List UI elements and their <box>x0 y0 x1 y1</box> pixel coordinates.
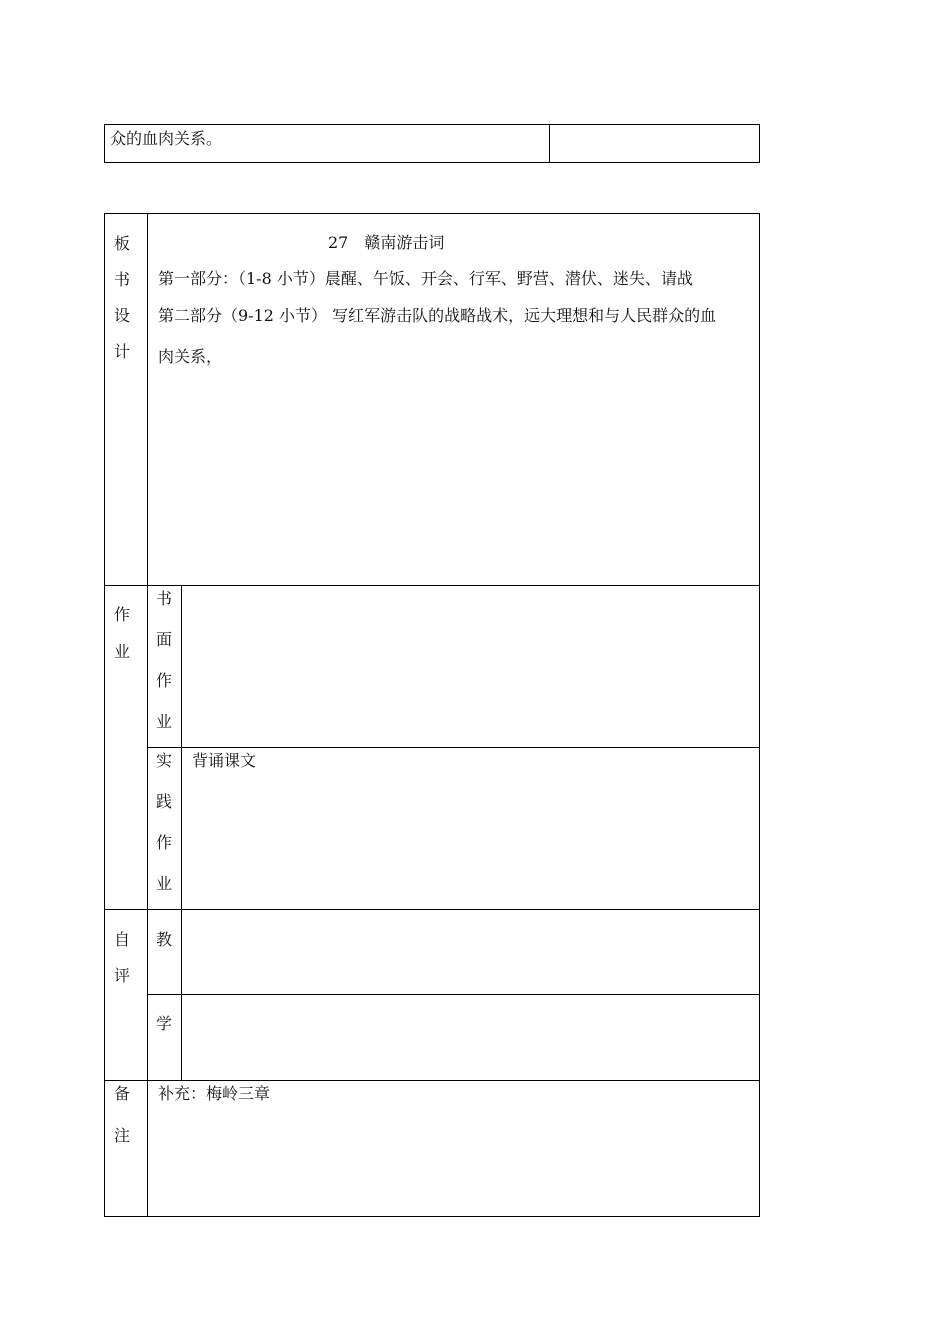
self-eval-teach-label: 教 <box>155 930 172 949</box>
notes-content: 补充：梅岭三章 <box>158 1084 271 1103</box>
row-divider-homework-selfeval <box>104 909 760 910</box>
sublabel-column-divider <box>181 585 182 1080</box>
row-divider-teach-learn <box>147 994 760 995</box>
top-table-divider <box>549 124 550 163</box>
practice-homework-label-char: 业 <box>155 874 172 893</box>
practice-homework-label-char: 践 <box>155 792 172 811</box>
board-design-title: 27 赣南游击词 <box>328 233 445 252</box>
written-homework-label-char: 书 <box>155 589 172 608</box>
self-eval-label-char: 自 <box>113 930 130 949</box>
homework-label-char: 业 <box>113 642 130 661</box>
row-divider-written-practice <box>147 747 760 748</box>
board-design-label-char: 书 <box>113 270 130 289</box>
written-homework-label-char: 面 <box>155 630 172 649</box>
self-eval-label-char: 评 <box>113 966 130 985</box>
row-divider-selfeval-notes <box>104 1080 760 1081</box>
label-column-divider <box>147 213 148 1217</box>
board-design-line-1: 第一部分：（1-8 小节）晨醒、午饭、开会、行军、野营、潜伏、迷失、请战 <box>158 269 693 288</box>
board-design-line-3: 肉关系， <box>158 347 223 366</box>
practice-homework-label-char: 实 <box>155 751 172 770</box>
practice-homework-content: 背诵课文 <box>192 751 257 770</box>
written-homework-label-char: 作 <box>155 671 172 690</box>
practice-homework-label-char: 作 <box>155 833 172 852</box>
board-design-label-char: 设 <box>113 306 130 325</box>
top-table-left-cell: 众的血肉关系。 <box>110 129 223 148</box>
board-design-line-2: 第二部分（9-12 小节） 写红军游击队的战略战术，远大理想和与人民群众的血 <box>158 306 717 325</box>
written-homework-label-char: 业 <box>155 712 172 731</box>
notes-label-char: 备 <box>113 1084 130 1103</box>
row-divider-board-homework <box>104 585 760 586</box>
board-design-label-char: 板 <box>113 234 130 253</box>
homework-label-char: 作 <box>113 605 130 624</box>
self-eval-learn-label: 学 <box>155 1014 172 1033</box>
board-design-label-char: 计 <box>113 342 130 361</box>
notes-label-char: 注 <box>113 1126 130 1145</box>
